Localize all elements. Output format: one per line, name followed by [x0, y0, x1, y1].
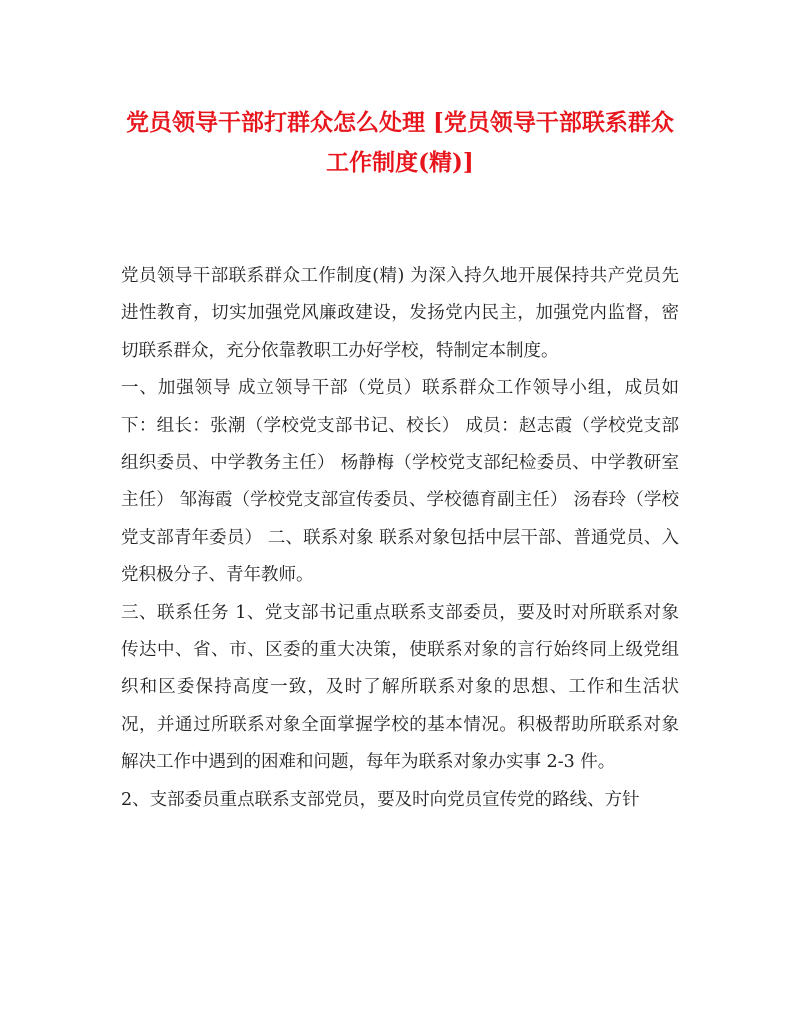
paragraph-section-1: 一、加强领导 成立领导干部（党员）联系群众工作领导小组，成员如下：组长：张潮（学校党支部书记、校长） 成员：赵志霞（学校党支部组织委员、中学教务主任） 杨静梅（学校党支部纪检委员、中学教研室主任） 邹海霞（学校党支部宣传委员、学校德育副主任） 汤春玲（学校党支部青年委员） 二、联系对象 联系对象包括中层干部、普通党员、入党积极分子、青年教师。 — [121, 378, 679, 586]
paragraph-section-3: 三、联系任务 1、党支部书记重点联系支部委员，要及时对所联系对象传达中、省、市、区委的重大决策，使联系对象的言行始终同上级党组织和区委保持高度一致，及时了解所联系对象的思想、工作和生活状况，并通过所联系对象全面掌握学校的基本情况。积极帮助所联系对象解决工作中遇到的困难和问题，每年为联系对象办实事 2-3 件。 — [121, 602, 679, 773]
paragraph-intro: 党员领导干部联系群众工作制度(精) 为深入持久地开展保持共产党员先进性教育，切实加强党风廉政建设，发扬党内民主，加强党内监督，密切联系群众，充分依靠教职工办好学校，特制定本制度。 — [121, 266, 679, 361]
document-title: 党员领导干部打群众怎么处理 [党员领导干部联系群众工作制度(精)] — [126, 109, 674, 176]
document-body — [121, 258, 679, 819]
paragraph-item-2: 2、支部委员重点联系支部党员，要及时向党员宣传党的路线、方针 — [121, 789, 640, 810]
